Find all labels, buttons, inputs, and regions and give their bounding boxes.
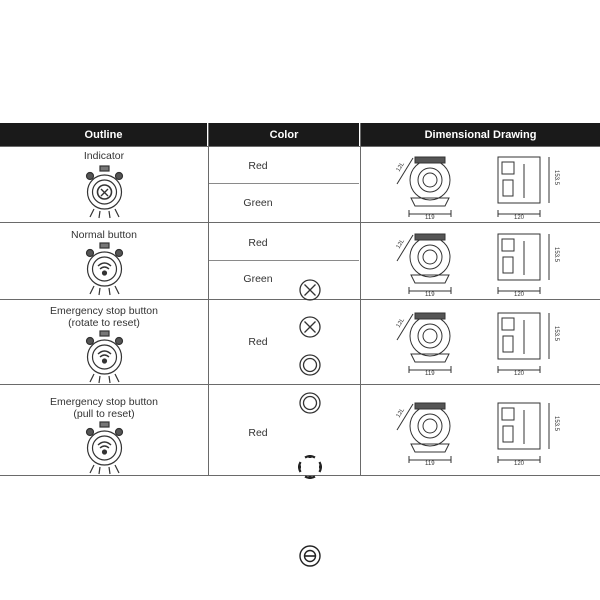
outline-name: Indicator (83, 150, 125, 162)
color-name: Red (248, 336, 268, 348)
header-dimensional-drawing: Dimensional Drawing (361, 123, 600, 146)
dimensional-drawing (383, 227, 563, 297)
color-name: Green (243, 197, 273, 209)
height-dimension: 153.5 (553, 416, 559, 432)
depth-dimension: 120 (514, 215, 525, 220)
rotate-reset-stop-icon (296, 453, 324, 481)
spec-table (0, 123, 600, 476)
push-button-icon (298, 353, 322, 377)
rotate-reset-device-icon (80, 330, 130, 385)
width-dimension: 119 (425, 461, 435, 466)
indicator-device-icon (80, 165, 130, 220)
depth-dimension: 120 (514, 292, 525, 297)
column-divider (208, 123, 209, 476)
outline-subtitle: (rotate to reset) (68, 317, 140, 329)
header-outline: Outline (0, 123, 207, 146)
diagonal-dimension: 12L (395, 238, 407, 251)
outline-name: Emergency stop button (50, 305, 158, 317)
color-name: Red (248, 427, 268, 439)
height-dimension: 153.5 (553, 326, 559, 342)
color-name: Red (248, 237, 268, 249)
outline-name: Emergency stop button (50, 396, 158, 408)
height-dimension: 153.5 (553, 247, 559, 263)
width-dimension: 119 (425, 215, 435, 220)
color-name: Green (243, 273, 273, 285)
width-dimension: 119 (425, 371, 435, 376)
pull-reset-stop-icon (298, 544, 322, 568)
color-divider (208, 260, 359, 261)
depth-dimension: 120 (514, 461, 525, 466)
diagonal-dimension: 12L (395, 407, 407, 420)
width-dimension: 119 (425, 292, 435, 297)
push-button-icon (298, 391, 322, 415)
header-color: Color (209, 123, 359, 146)
dimensional-drawing (383, 306, 563, 376)
diagonal-dimension: 12L (395, 161, 407, 174)
height-dimension: 153.5 (553, 170, 559, 186)
depth-dimension: 120 (514, 371, 525, 376)
diagonal-dimension: 12L (395, 317, 407, 330)
column-divider (360, 123, 361, 476)
outline-subtitle: (pull to reset) (73, 408, 135, 420)
color-name: Red (248, 160, 268, 172)
row-divider (0, 222, 600, 223)
push-button-device-icon (80, 242, 130, 297)
pull-reset-device-icon (80, 421, 130, 476)
outline-name: Normal button (71, 229, 137, 241)
dimensional-drawing (383, 150, 563, 220)
dimensional-drawing (383, 396, 563, 466)
row-divider (0, 146, 600, 147)
color-divider (208, 183, 359, 184)
